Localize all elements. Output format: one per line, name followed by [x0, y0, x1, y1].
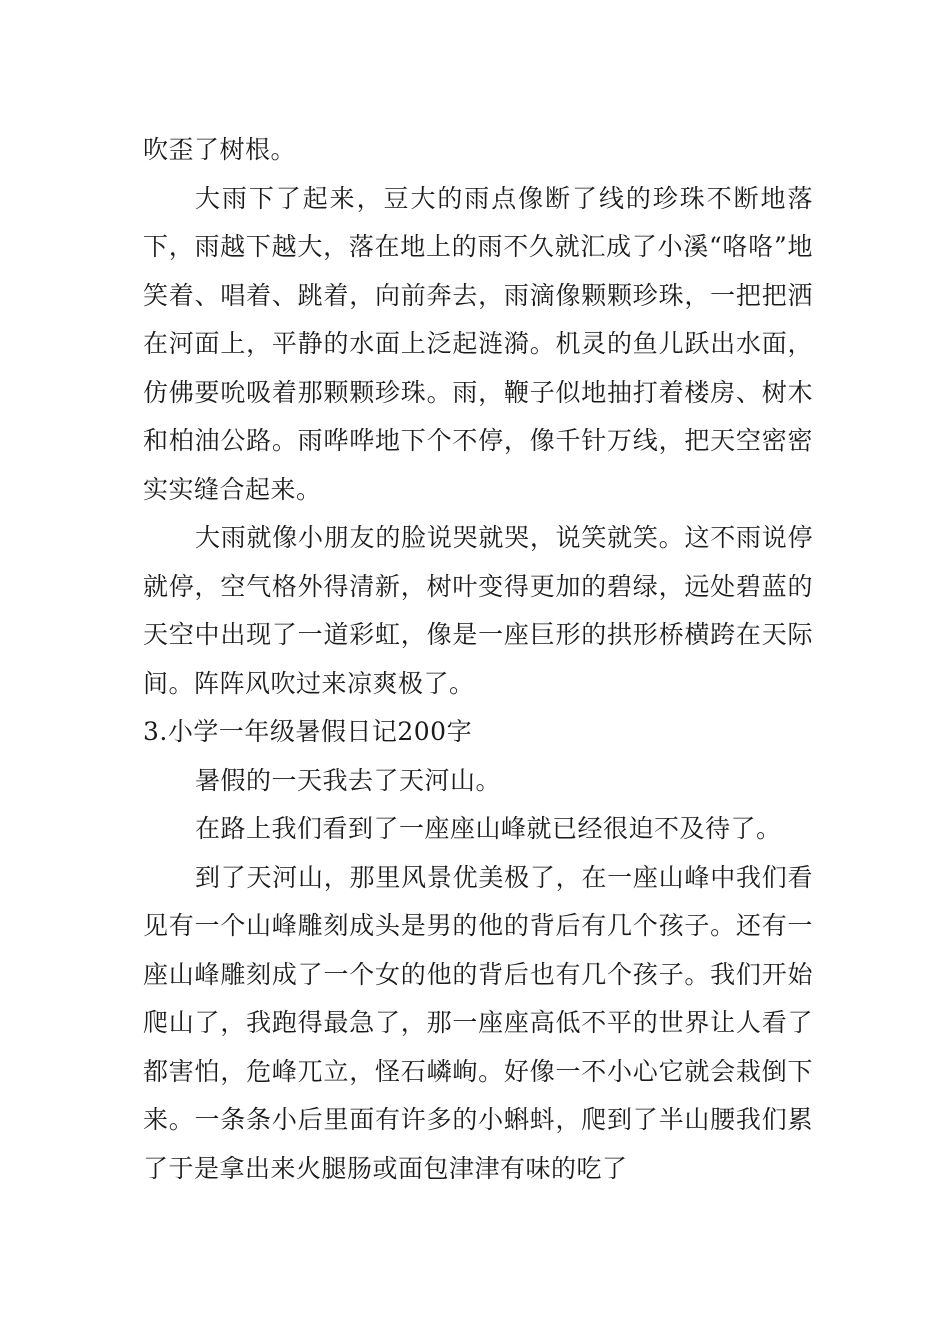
paragraph-1: 吹歪了树根。 — [143, 135, 297, 164]
section-paragraph-3: 到了天河山，那里风景优美极了，在一座山峰中我们看见有一个山峰雕刻成头是男的他的背后有几个孩子。还有一座山峰雕刻成了一个女的他的背后也有几个孩子。我们开始爬山了，我跑得最急了，那一座座高低不平的世界让人看了都害怕，危峰兀立，怪石嶙峋。好像一不小心它就会栽倒下来。一条条小后里面有许多的小蝌蚪，爬到了半山腰我们累了于是拿出来火腿肠或面包津津有味的吃了 — [143, 862, 813, 1183]
paragraph-3: 大雨就像小朋友的脸说哭就哭，说笑就笑。这不雨说停就停，空气格外得清新，树叶变得更加的碧绿，远处碧蓝的天空中出现了一道彩虹，像是一座巨形的拱形桥横跨在天际间。阵阵风吹过来凉爽极了。 — [143, 523, 813, 698]
section-paragraph-1: 暑假的一天我去了天河山。 — [195, 765, 502, 795]
section-paragraph-2: 在路上我们看到了一座座山峰就已经很迫不及待了。 — [195, 814, 782, 843]
section-heading: 3.小学一年级暑假日记200字 — [143, 717, 473, 746]
document-body — [143, 126, 813, 1193]
paragraph-2: 大雨下了起来，豆大的雨点像断了线的珍珠不断地落下，雨越下越大，落在地上的雨不久就汇成了小溪“咯咯”地笑着、唱着、跳着，向前奔去，雨滴像颗颗珍珠，一把把洒在河面上，平静的水面上泛起涟漪。机灵的鱼儿跃出水面，仿佛要吮吸着那颗颗珍珠。雨，鞭子似地抽打着楼房、树木和柏油公路。雨哗哗地下个不停，像千针万线，把天空密密实实缝合起来。 — [143, 183, 813, 504]
